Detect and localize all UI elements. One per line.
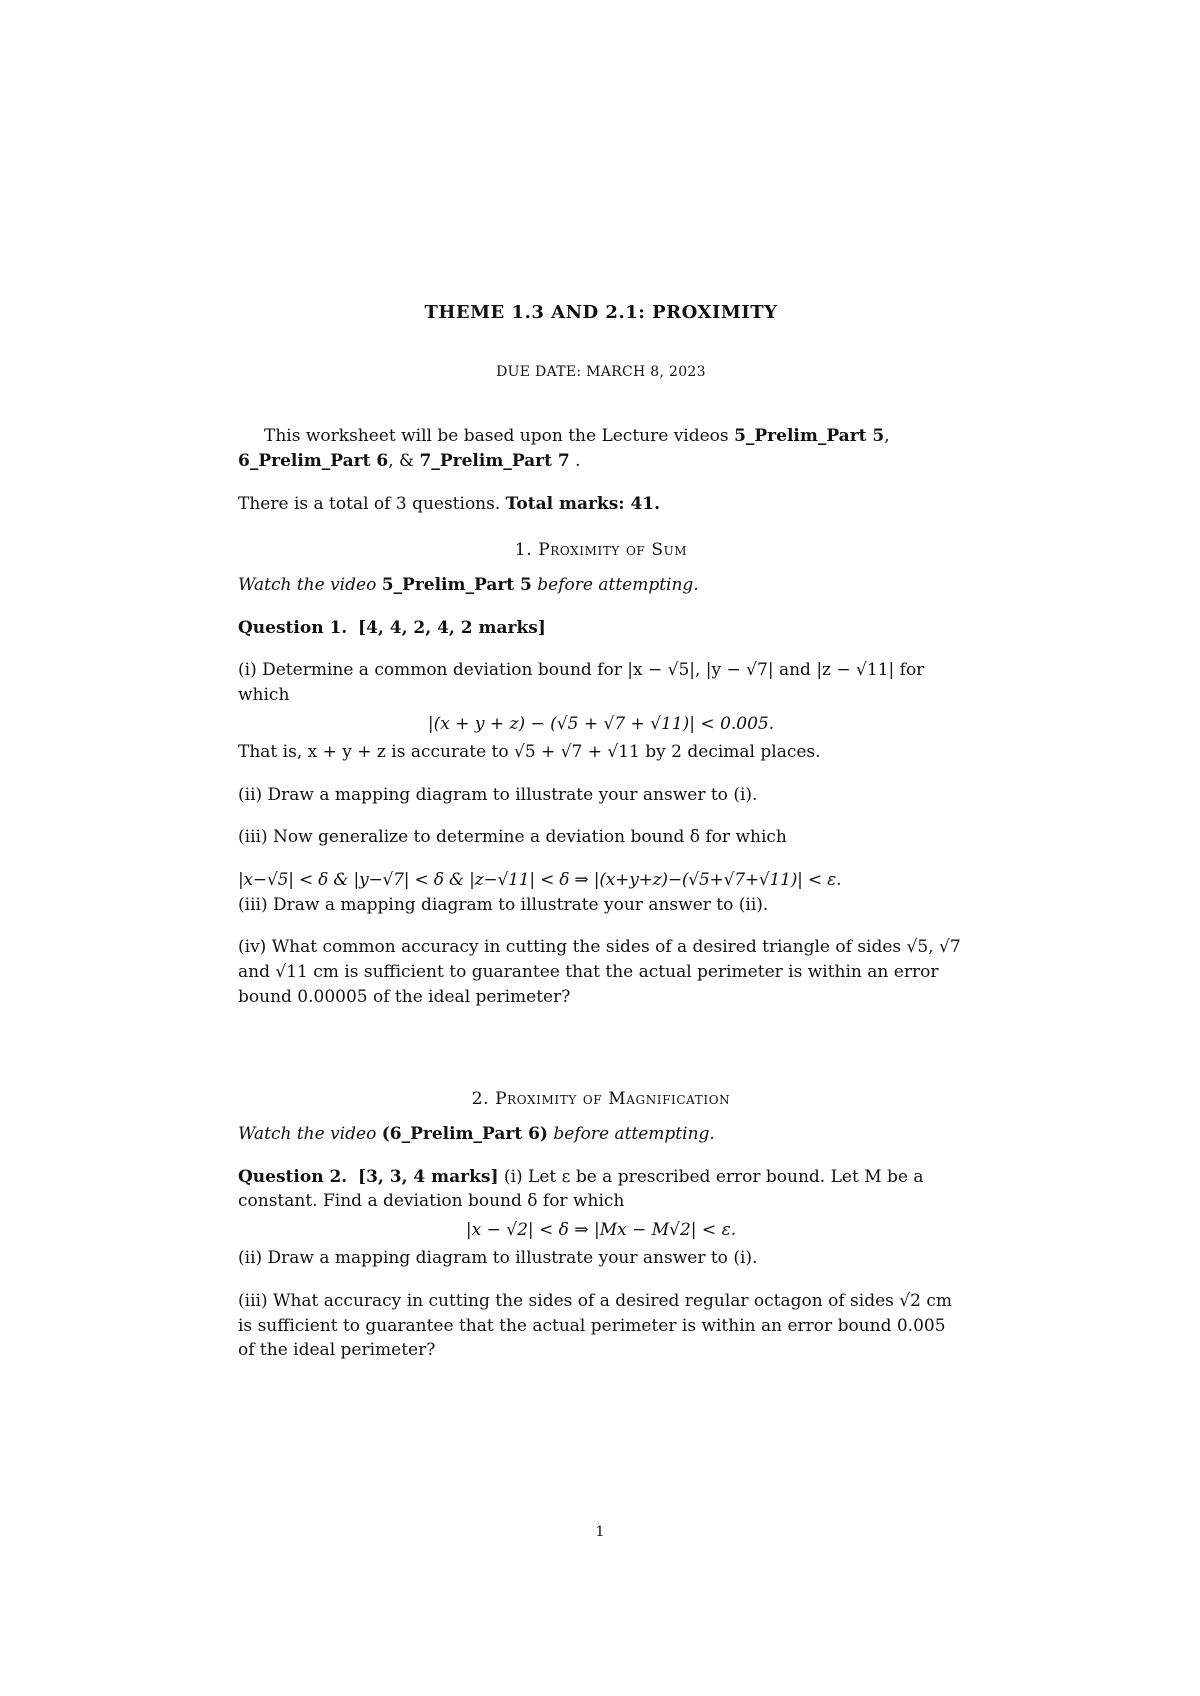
watch-1-post: before attempting. (531, 574, 699, 595)
section-2-watch (238, 1122, 964, 1147)
section-1-watch (238, 573, 964, 598)
worksheet-page (238, 300, 964, 1363)
question-1-marks: [4, 4, 2, 4, 2 marks] (358, 617, 546, 638)
intro-paragraph (238, 424, 964, 473)
watch-2-video: (6_Prelim_Part 6) (381, 1123, 548, 1144)
watch-2-post: before attempting. (547, 1123, 715, 1144)
question-1-label: Question 1. (238, 617, 348, 638)
q1-part-iii-b: (iii) Draw a mapping diagram to illustrate your answer to (ii). (238, 894, 769, 915)
page-title: THEME 1.3 AND 2.1: PROXIMITY (424, 302, 778, 323)
intro-video-2: 6_Prelim_Part 6 (238, 451, 389, 472)
intro-video-3: 7_Prelim_Part 7 (419, 451, 570, 472)
total-text: There is a total of 3 questions. (238, 493, 506, 514)
intro-sep-1: , (884, 426, 890, 447)
watch-1-video: 5_Prelim_Part 5 (381, 574, 532, 595)
total-line (238, 492, 964, 517)
q1-part-iii-formula: |x−√5| < δ & |y−√7| < δ & |z−√11| < δ ⇒ |(x+y+z)−(√5+√7+√11)| < ε. (238, 870, 842, 891)
question-1-header (238, 616, 964, 641)
section-1-heading: 1. Proximity of Sum (514, 540, 688, 561)
intro-pre: This worksheet will be based upon the Lecture videos (264, 426, 735, 447)
section-2-heading: 2. Proximity of Magnification (471, 1089, 731, 1110)
due-date: DUE DATE: MARCH 8, 2023 (496, 364, 706, 381)
q2-part-ii: (ii) Draw a mapping diagram to illustrate your answer to (i). (238, 1248, 758, 1269)
watch-1-pre: Watch the video (238, 574, 382, 595)
question-2-marks: [3, 3, 4 marks] (358, 1166, 499, 1187)
q1-part-i-after: That is, x + y + z is accurate to √5 + √7 + √11 by 2 decimal places. (238, 742, 821, 763)
intro-video-1: 5_Prelim_Part 5 (734, 426, 885, 447)
q2-part-i-formula: |x − √2| < δ ⇒ |Mx − M√2| < ε. (465, 1219, 737, 1240)
intro-end: . (569, 451, 581, 472)
q1-part-i-formula: |(x + y + z) − (√5 + √7 + √11)| < 0.005. (427, 713, 775, 734)
question-2-paragraph (238, 1165, 964, 1214)
question-2-label: Question 2. (238, 1166, 348, 1187)
page-number: 1 (595, 1524, 605, 1540)
q1-part-iv: (iv) What common accuracy in cutting the sides of a desired triangle of sides √5, √7 and √11 cm is sufficient to guarantee that the actual perimeter is within an error bound 0.00005 of the ideal perimeter? (238, 937, 961, 1007)
q1-part-iii: (iii) Now generalize to determine a deviation bound δ for which (238, 827, 787, 848)
q1-part-i: (i) Determine a common deviation bound for |x − √5|, |y − √7| and |z − √11| for which (238, 660, 925, 705)
q1-part-ii: (ii) Draw a mapping diagram to illustrate your answer to (i). (238, 784, 758, 805)
intro-sep-2: , & (388, 451, 420, 472)
watch-2-pre: Watch the video (238, 1123, 382, 1144)
total-marks: Total marks: 41. (505, 493, 661, 514)
question-2-text: (i) Let ε be a prescribed error bound. Let M be a constant. Find a deviation bound δ for which (238, 1166, 924, 1212)
q2-part-iii: (iii) What accuracy in cutting the sides of a desired regular octagon of sides √2 cm is sufficient to guarantee that the actual perimeter is within an error bound 0.005 of the ideal perimeter? (238, 1291, 952, 1361)
